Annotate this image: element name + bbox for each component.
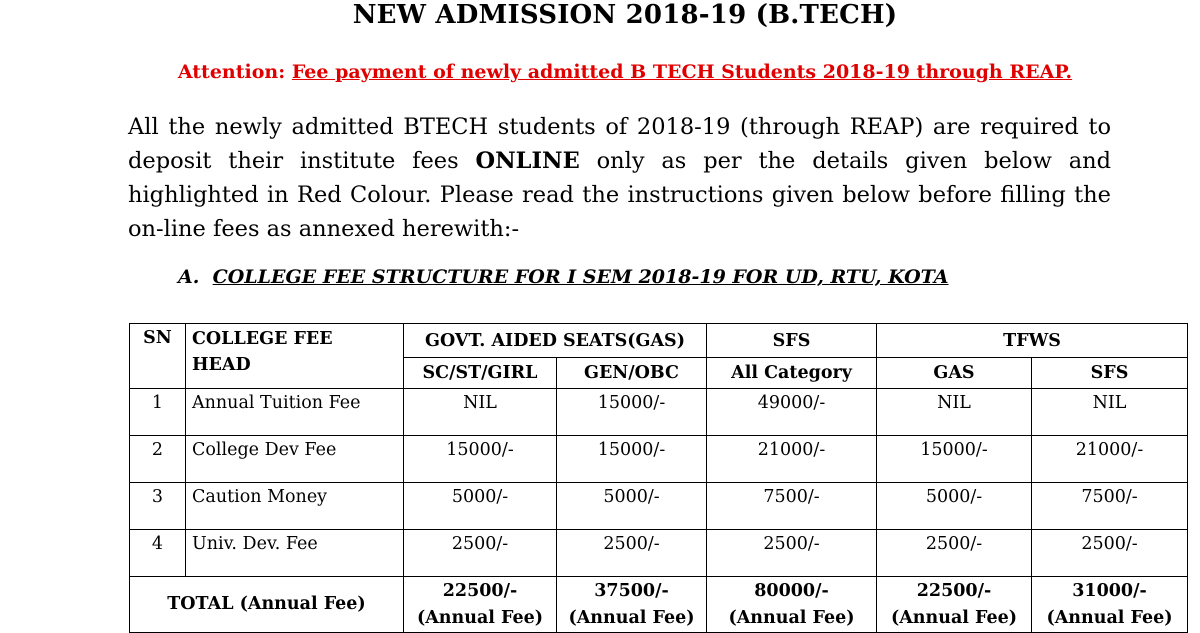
row-value: 5000/- (404, 483, 557, 530)
header-tfws: TFWS (877, 324, 1188, 358)
paragraph-text-before: All the newly admitted BTECH students of 2018-19 (through REAP) are required to deposit their institute fees (128, 114, 1111, 174)
row-value: 5000/- (877, 483, 1032, 530)
total-value (404, 577, 557, 633)
paragraph-text-after: only as per the details given below and highlighted in Red Colour. Please read the instructions given below before filling the on-line fees as annexed herewith:- (128, 148, 1112, 242)
total-value (557, 577, 707, 633)
row-value: 2500/- (877, 530, 1032, 577)
instructions-paragraph (128, 110, 1111, 246)
row-value: 2500/- (557, 530, 707, 577)
attention-notice (0, 61, 1200, 83)
row-sn: 4 (130, 530, 186, 577)
total-label: TOTAL (Annual Fee) (130, 577, 404, 633)
row-fee-head: Caution Money (186, 483, 404, 530)
row-value: 2500/- (1032, 530, 1188, 577)
header-gas: GOVT. AIDED SEATS(GAS) (404, 324, 707, 358)
total-value (1032, 577, 1188, 633)
total-note: (Annual Fee) (728, 607, 855, 628)
page-title: NEW ADMISSION 2018-19 (B.TECH) (352, 0, 898, 30)
row-value: NIL (404, 389, 557, 436)
subheader-cell: SC/ST/GIRL (404, 358, 557, 389)
total-note: (Annual Fee) (1046, 607, 1173, 628)
table-row (130, 389, 1188, 436)
table-row (130, 530, 1188, 577)
row-fee-head: Univ. Dev. Fee (186, 530, 404, 577)
subheader-cell: GEN/OBC (557, 358, 707, 389)
fee-structure-table (129, 323, 1188, 633)
total-amount: 31000/- (1072, 580, 1147, 601)
row-fee-head: College Dev Fee (186, 436, 404, 483)
row-value: 15000/- (877, 436, 1032, 483)
row-value: 7500/- (1032, 483, 1188, 530)
total-amount: 80000/- (754, 580, 829, 601)
row-value: 15000/- (557, 389, 707, 436)
total-value (707, 577, 877, 633)
total-note: (Annual Fee) (568, 607, 695, 628)
row-value: 15000/- (557, 436, 707, 483)
attention-link[interactable]: Fee payment of newly admitted B TECH Students 2018-19 through REAP. (291, 61, 1073, 83)
total-note: (Annual Fee) (890, 607, 1018, 628)
row-value: 49000/- (707, 389, 877, 436)
total-amount: 22500/- (916, 580, 992, 601)
total-note: (Annual Fee) (416, 607, 544, 628)
subheader-cell: All Category (707, 358, 877, 389)
section-title: COLLEGE FEE STRUCTURE FOR I SEM 2018-19 FOR UD, RTU, KOTA (212, 266, 949, 288)
table-row (130, 483, 1188, 530)
section-heading (178, 266, 949, 288)
row-fee-head: Annual Tuition Fee (186, 389, 404, 436)
row-value: 2500/- (404, 530, 557, 577)
row-value: 15000/- (404, 436, 557, 483)
total-amount: 22500/- (442, 580, 518, 601)
row-sn: 3 (130, 483, 186, 530)
header-sn: SN (130, 324, 186, 389)
section-prefix: A. (178, 266, 200, 288)
header-sfs: SFS (707, 324, 877, 358)
row-value: 21000/- (707, 436, 877, 483)
row-sn: 2 (130, 436, 186, 483)
subheader-cell: GAS (877, 358, 1032, 389)
total-amount: 37500/- (594, 580, 669, 601)
table-header-row (130, 324, 1188, 358)
row-value: 5000/- (557, 483, 707, 530)
row-value: 2500/- (707, 530, 877, 577)
attention-label: Attention: (177, 61, 286, 83)
table-row (130, 436, 1188, 483)
subheader-cell: SFS (1032, 358, 1188, 389)
row-value: 7500/- (707, 483, 877, 530)
row-value: NIL (877, 389, 1032, 436)
total-value (877, 577, 1032, 633)
row-sn: 1 (130, 389, 186, 436)
row-value: 21000/- (1032, 436, 1188, 483)
header-fee-head: COLLEGE FEE HEAD (186, 324, 404, 389)
paragraph-online-emphasis: ONLINE (475, 148, 580, 174)
row-value: NIL (1032, 389, 1188, 436)
table-total-row (130, 577, 1188, 633)
